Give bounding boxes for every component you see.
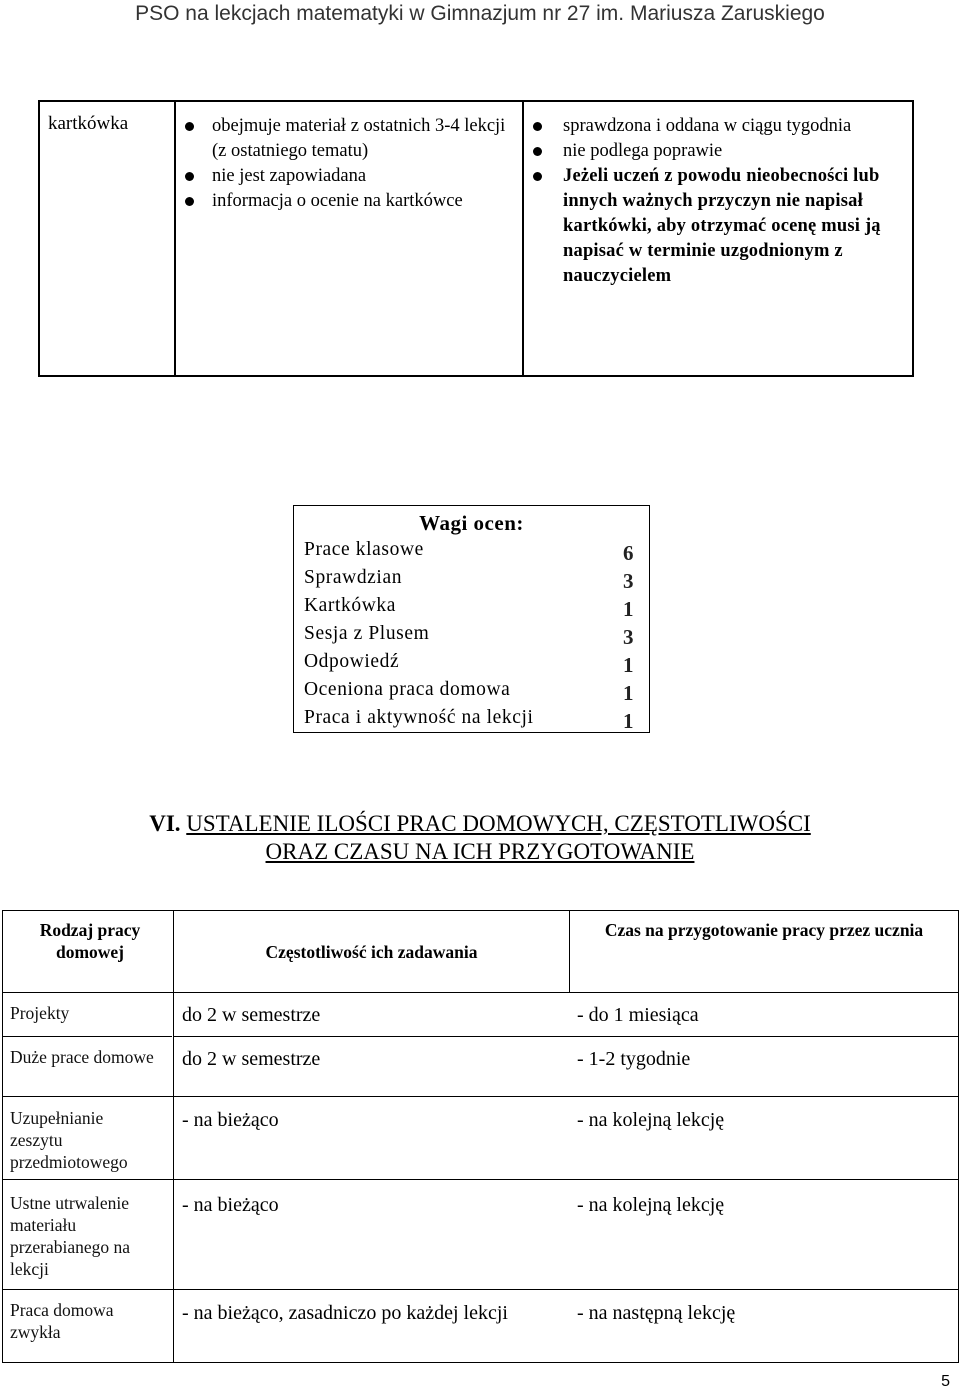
- row-time: - na kolejną lekcję: [577, 1109, 725, 1131]
- type-label: kartkówka: [48, 113, 129, 134]
- page-header-title: PSO na lekcjach matematyki w Gimnazjum nr 27 im. Mariusza Zaruskiego: [135, 2, 825, 25]
- table-border: [174, 1036, 958, 1037]
- list-item: informacja o ocenie na kartkówce: [174, 189, 520, 214]
- rules-list: [522, 114, 914, 289]
- section-heading-line2: [0, 839, 960, 865]
- bullet-icon: [533, 172, 542, 181]
- list-item: sprawdzona i oddana w ciągu tygodnia: [522, 114, 914, 139]
- table-border: [2, 1362, 959, 1363]
- table-border: [2, 1289, 959, 1290]
- table-border: [958, 910, 959, 1363]
- bullet-icon: [533, 122, 542, 131]
- rules-cell: [522, 102, 914, 375]
- type-cell: [40, 102, 176, 375]
- weight-row: Kartkówka 1: [304, 595, 634, 621]
- row-type: Praca domowa zwykła: [10, 1300, 114, 1342]
- weight-row: Sesja z Plusem 3: [304, 623, 634, 649]
- table-border: [2, 1036, 172, 1037]
- header-time: Czas na przygotowanie pracy przez ucznia: [604, 920, 924, 940]
- kartkowka-table: [38, 100, 914, 377]
- list-item: nie jest zapowiadana: [174, 164, 520, 189]
- table-border: [569, 910, 570, 992]
- row-frequency: do 2 w semestrze: [182, 1004, 321, 1026]
- weight-row: Oceniona praca domowa 1: [304, 679, 634, 705]
- bullet-icon: [185, 122, 194, 131]
- weight-row: Odpowiedź 1: [304, 651, 634, 677]
- scope-list: [174, 114, 520, 214]
- list-item: obejmuje materiał z ostatnich 3-4 lekcji (z ostatniego tematu): [174, 114, 520, 164]
- table-border: [2, 910, 959, 911]
- homework-table: [2, 910, 959, 1363]
- row-frequency: - na bieżąco, zasadniczo po każdej lekcji: [182, 1302, 508, 1324]
- header-frequency: Częstotliwość ich zadawania: [265, 942, 478, 962]
- row-frequency: do 2 w semestrze: [182, 1048, 321, 1070]
- table-border: [173, 992, 174, 1363]
- page-number: 5: [941, 1373, 950, 1390]
- row-frequency: - na bieżąco: [182, 1194, 279, 1216]
- section-title-line1: USTALENIE ILOŚCI PRAC DOMOWYCH, CZĘSTOTLIWOŚCI: [186, 811, 811, 836]
- bullet-icon: [185, 172, 194, 181]
- bullet-icon: [533, 147, 542, 156]
- section-number: VI.: [149, 811, 181, 836]
- table-border: [2, 910, 3, 1363]
- weights-title: Wagi ocen:: [419, 511, 524, 535]
- row-time: - 1-2 tygodnie: [577, 1048, 691, 1070]
- weight-row: Prace klasowe 6: [304, 539, 634, 565]
- row-frequency: - na bieżąco: [182, 1109, 279, 1131]
- grade-weights-box: [293, 505, 650, 733]
- weight-row: Praca i aktywność na lekcji 1: [304, 707, 634, 733]
- list-item: Jeżeli uczeń z powodu nieobecności lub innych ważnych przyczyn nie napisał kartkówki, aby otrzymać ocenę musi ją napisać w terminie uzgodnionym z nauczycielem: [522, 164, 914, 289]
- row-time: - do 1 miesiąca: [577, 1004, 699, 1026]
- weight-row: Sprawdzian 3: [304, 567, 634, 593]
- table-border: [2, 1179, 959, 1180]
- list-item: nie podlega poprawie: [522, 139, 914, 164]
- row-type: Uzupełnianie zeszytu przedmiotowego: [10, 1108, 128, 1172]
- header-type: Rodzaj pracy domowej: [39, 920, 141, 962]
- row-type: Duże prace domowe: [10, 1047, 154, 1067]
- row-type: Ustne utrwalenie materiału przerabianego na lekcji: [10, 1193, 130, 1279]
- bullet-icon: [185, 197, 194, 206]
- section-heading-line1: [0, 811, 960, 837]
- scope-cell: [174, 102, 524, 375]
- row-time: - na kolejną lekcję: [577, 1194, 725, 1216]
- table-border: [2, 992, 959, 993]
- section-title-line2: ORAZ CZASU NA ICH PRZYGOTOWANIE: [265, 839, 695, 864]
- row-type: Projekty: [10, 1003, 70, 1023]
- row-time: - na następną lekcję: [577, 1302, 736, 1324]
- table-border: [2, 1096, 959, 1097]
